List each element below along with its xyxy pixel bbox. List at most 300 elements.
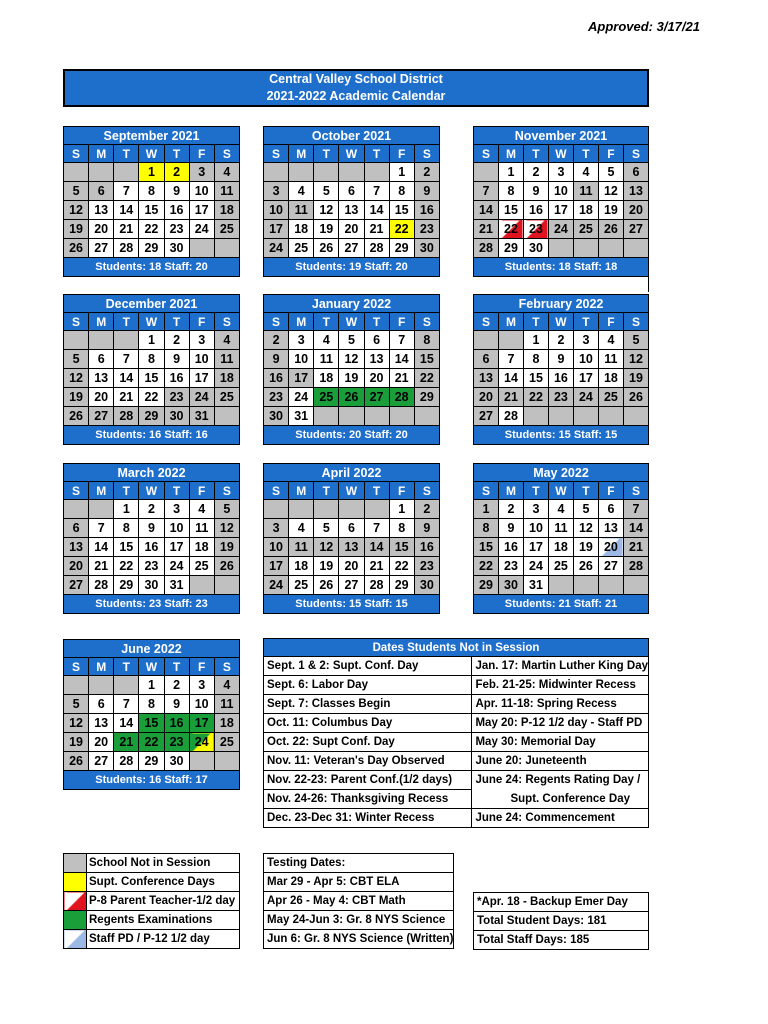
day-cell: 23 [498,557,523,576]
weekday-header: T [573,313,598,331]
day-cell: 15 [474,538,499,557]
weekday-header: S [214,145,239,163]
day-cell [89,163,114,182]
weekday-header: S [64,313,89,331]
day-cell: 30 [164,752,189,771]
day-cell [114,163,139,182]
day-cell: 18 [214,369,239,388]
week-row [474,182,649,201]
weekday-header: S [214,482,239,500]
weekday-header: T [114,145,139,163]
day-cell [314,163,339,182]
month-title: May 2022 [474,464,649,482]
day-cell: 10 [289,350,314,369]
month-calendar-oct [263,126,440,277]
date-entry: Oct. 22: Supt Conf. Day [264,733,472,752]
day-cell: 25 [289,576,314,595]
day-cell: 28 [364,576,389,595]
day-cell: 15 [389,201,414,220]
day-cell: 3 [264,519,289,538]
weekday-header: M [89,658,114,676]
day-cell: 3 [548,163,573,182]
day-cell: 1 [389,163,414,182]
week-row [474,557,649,576]
month-calendar-mar [63,463,240,614]
month-day-totals: Students: 15 Staff: 15 [264,595,440,614]
week-row [474,538,649,557]
day-cell [89,676,114,695]
day-cell: 7 [114,695,139,714]
month-day-totals: Students: 18 Staff: 18 [474,258,649,277]
total-days-entry: Total Student Days: 181 [474,912,649,931]
legend-label: Regents Examinations [87,911,240,930]
day-cell: 20 [339,557,364,576]
day-cell: 2 [414,163,439,182]
day-cell: 5 [573,500,598,519]
date-entry: June 24: Regents Rating Day / [472,771,649,790]
day-cell: 22 [114,557,139,576]
date-entry: Sept. 7: Classes Begin [264,695,472,714]
day-cell: 23 [164,220,189,239]
day-cell: 27 [89,239,114,258]
day-cell: 24 [189,733,214,752]
week-row [474,331,649,350]
day-cell: 29 [389,239,414,258]
day-cell [598,576,623,595]
date-row [264,809,649,828]
day-cell: 26 [339,388,364,407]
weekday-header: T [523,313,548,331]
day-cell: 29 [414,388,439,407]
day-cell: 25 [598,388,623,407]
week-row [64,369,240,388]
week-row [64,714,240,733]
day-cell [474,331,499,350]
day-cell: 10 [189,695,214,714]
day-cell: 11 [548,519,573,538]
day-cell: 19 [623,369,648,388]
day-cell: 16 [264,369,289,388]
day-cell: 6 [89,350,114,369]
day-cell: 13 [89,369,114,388]
day-cell [474,163,499,182]
day-cell: 11 [289,201,314,220]
week-row [474,369,649,388]
day-cell: 19 [64,388,89,407]
month-title: December 2021 [64,295,240,313]
day-cell: 13 [364,350,389,369]
day-cell [339,407,364,426]
day-cell [623,239,648,258]
week-row [64,557,240,576]
day-cell: 25 [314,388,339,407]
legend-item [64,854,240,873]
weekday-header: T [523,145,548,163]
day-cell: 19 [314,220,339,239]
district-name: Central Valley School District [269,72,443,86]
weekday-header: T [523,482,548,500]
weekday-header: T [164,145,189,163]
week-row [264,407,440,426]
weekday-header: S [64,658,89,676]
date-row [264,771,649,790]
date-entry: Nov. 24-26: Thanksgiving Recess [264,790,472,809]
day-cell [548,576,573,595]
day-cell: 9 [548,350,573,369]
legend-item [64,873,240,892]
day-cell: 7 [498,350,523,369]
day-cell: 16 [548,369,573,388]
weekday-header: M [89,145,114,163]
day-cell: 18 [573,201,598,220]
day-cell: 1 [139,331,164,350]
day-cell: 18 [214,201,239,220]
day-cell: 11 [189,519,214,538]
day-cell: 6 [339,182,364,201]
approval-date: Approved: 3/17/21 [588,19,700,34]
day-cell: 8 [474,519,499,538]
day-cell: 2 [414,500,439,519]
backup-emergency-day: *Apr. 18 - Backup Emer Day [474,893,649,912]
day-cell: 11 [289,538,314,557]
weekday-header: F [389,145,414,163]
day-cell: 19 [598,201,623,220]
day-cell: 3 [573,331,598,350]
week-row [264,163,440,182]
day-cell: 6 [598,500,623,519]
month-day-totals: Students: 20 Staff: 20 [264,426,440,445]
week-row [264,369,440,388]
weekday-header: W [139,313,164,331]
day-cell: 18 [598,369,623,388]
day-cell: 20 [89,733,114,752]
day-cell: 25 [214,388,239,407]
month-title: November 2021 [474,127,649,145]
day-cell: 2 [164,676,189,695]
date-entry: May 20: P-12 1/2 day - Staff PD [472,714,649,733]
day-cell: 8 [389,182,414,201]
day-cell: 12 [64,201,89,220]
day-cell: 22 [139,733,164,752]
day-cell: 6 [474,350,499,369]
month-title: January 2022 [264,295,440,313]
day-cell: 12 [214,519,239,538]
week-row [64,388,240,407]
day-cell: 25 [214,220,239,239]
testing-date-entry: May 24-Jun 3: Gr. 8 NYS Science [264,911,454,930]
weekday-header: F [389,482,414,500]
day-cell: 2 [139,500,164,519]
day-cell [264,500,289,519]
weekday-header: S [474,313,499,331]
day-cell: 31 [523,576,548,595]
day-cell: 20 [339,220,364,239]
day-cell [114,676,139,695]
week-row [64,201,240,220]
week-row [264,331,440,350]
week-row [474,350,649,369]
day-cell: 1 [139,163,164,182]
day-cell: 2 [548,331,573,350]
day-cell: 29 [139,407,164,426]
weekday-header: S [64,145,89,163]
day-cell: 22 [474,557,499,576]
weekday-header: S [623,482,648,500]
day-cell: 29 [139,752,164,771]
day-cell: 17 [573,369,598,388]
day-cell: 17 [289,369,314,388]
weekday-header: F [598,145,623,163]
week-row [64,733,240,752]
totals-table [473,892,649,950]
day-cell: 4 [289,182,314,201]
date-entry: Oct. 11: Columbus Day [264,714,472,733]
weekday-header: T [314,313,339,331]
week-row [474,519,649,538]
weekday-header: T [114,482,139,500]
day-cell [598,239,623,258]
date-row [264,695,649,714]
day-cell: 4 [314,331,339,350]
weekday-header: M [289,482,314,500]
month-calendar-jun [63,639,240,790]
weekday-header: S [264,313,289,331]
week-row [64,576,240,595]
day-cell: 6 [64,519,89,538]
day-cell: 4 [214,163,239,182]
day-cell: 28 [114,752,139,771]
day-cell: 2 [498,500,523,519]
date-entry: Nov. 11: Veteran's Day Observed [264,752,472,771]
weekday-header: F [389,313,414,331]
day-cell: 12 [314,201,339,220]
day-cell: 11 [314,350,339,369]
day-cell [414,407,439,426]
day-cell: 7 [114,350,139,369]
weekday-header: W [548,145,573,163]
month-day-totals: Students: 16 Staff: 16 [64,426,240,445]
day-cell: 19 [339,369,364,388]
day-cell: 13 [623,182,648,201]
weekday-header: S [474,482,499,500]
day-cell: 11 [214,182,239,201]
weekday-header: T [364,313,389,331]
week-row [264,388,440,407]
day-cell: 1 [389,500,414,519]
day-cell: 9 [164,182,189,201]
month-calendar-may [473,463,649,614]
day-cell: 27 [623,220,648,239]
day-cell: 5 [623,331,648,350]
day-cell: 25 [548,557,573,576]
day-cell: 23 [414,557,439,576]
weekday-header: S [623,145,648,163]
weekday-header: W [339,145,364,163]
day-cell: 14 [474,201,499,220]
week-row [474,239,649,258]
day-cell: 16 [139,538,164,557]
day-cell: 14 [364,538,389,557]
day-cell: 5 [314,519,339,538]
legend-item [64,892,240,911]
day-cell: 28 [89,576,114,595]
date-entry: May 30: Memorial Day [472,733,649,752]
week-row [64,752,240,771]
week-row [64,538,240,557]
month-calendar-feb [473,294,649,445]
week-row [264,538,440,557]
day-cell: 14 [89,538,114,557]
day-cell: 8 [139,350,164,369]
week-row [264,182,440,201]
day-cell: 28 [623,557,648,576]
day-cell: 16 [164,201,189,220]
weekday-header: M [89,313,114,331]
day-cell: 5 [64,182,89,201]
week-row [264,350,440,369]
day-cell: 14 [389,350,414,369]
calendar-year-title: 2021-2022 Academic Calendar [266,89,446,103]
day-cell: 23 [139,557,164,576]
weekday-header: M [289,313,314,331]
day-cell: 23 [264,388,289,407]
day-cell: 3 [264,182,289,201]
day-cell: 6 [89,695,114,714]
day-cell: 30 [414,576,439,595]
day-cell: 5 [64,350,89,369]
day-cell: 15 [414,350,439,369]
day-cell: 26 [314,239,339,258]
weekday-header: S [214,658,239,676]
week-row [64,500,240,519]
day-cell: 1 [114,500,139,519]
day-cell: 30 [164,239,189,258]
day-cell: 19 [64,733,89,752]
day-cell [364,407,389,426]
day-cell: 28 [114,407,139,426]
day-cell: 23 [414,220,439,239]
day-cell: 24 [289,388,314,407]
day-cell: 20 [474,388,499,407]
day-cell: 14 [498,369,523,388]
weekday-header: F [598,482,623,500]
day-cell: 5 [314,182,339,201]
day-cell: 8 [498,182,523,201]
weekday-header: S [414,482,439,500]
divider-line [648,272,649,292]
day-cell: 31 [164,576,189,595]
day-cell: 28 [364,239,389,258]
legend-table [63,853,240,949]
day-cell: 30 [523,239,548,258]
weekday-header: F [189,482,214,500]
weekday-header: M [289,145,314,163]
day-cell: 4 [214,676,239,695]
date-entry: Sept. 6: Labor Day [264,676,472,695]
week-row [64,331,240,350]
month-day-totals: Students: 16 Staff: 17 [64,771,240,790]
day-cell: 12 [64,369,89,388]
date-entry: Dec. 23-Dec 31: Winter Recess [264,809,472,828]
day-cell: 20 [89,220,114,239]
day-cell: 27 [598,557,623,576]
day-cell: 18 [289,220,314,239]
day-cell: 4 [573,163,598,182]
day-cell: 24 [164,557,189,576]
month-title: June 2022 [64,640,240,658]
week-row [64,182,240,201]
day-cell [189,752,214,771]
day-cell: 20 [89,388,114,407]
weekday-header: F [598,313,623,331]
day-cell: 27 [64,576,89,595]
week-row [64,676,240,695]
day-cell: 19 [573,538,598,557]
day-cell: 14 [364,201,389,220]
day-cell: 21 [89,557,114,576]
day-cell: 10 [189,350,214,369]
legend-label: Staff PD / P-12 1/2 day [87,930,240,949]
day-cell: 27 [339,239,364,258]
day-cell: 16 [523,201,548,220]
day-cell: 22 [389,557,414,576]
day-cell: 6 [364,331,389,350]
week-row [474,201,649,220]
day-cell: 28 [498,407,523,426]
day-cell: 24 [189,220,214,239]
day-cell: 22 [414,369,439,388]
day-cell: 4 [214,331,239,350]
day-cell: 22 [498,220,523,239]
day-cell: 30 [414,239,439,258]
day-cell: 12 [339,350,364,369]
day-cell: 26 [623,388,648,407]
day-cell: 9 [264,350,289,369]
day-cell: 11 [214,695,239,714]
day-cell: 14 [114,201,139,220]
weekday-header: S [264,145,289,163]
day-cell [623,576,648,595]
day-cell: 23 [164,733,189,752]
day-cell: 20 [623,201,648,220]
day-cell: 2 [264,331,289,350]
day-cell: 3 [189,676,214,695]
day-cell: 5 [214,500,239,519]
day-cell: 23 [164,388,189,407]
day-cell: 7 [623,500,648,519]
weekday-header: W [139,482,164,500]
weekday-header: S [414,313,439,331]
day-cell: 13 [339,201,364,220]
day-cell: 1 [139,676,164,695]
day-cell: 5 [598,163,623,182]
day-cell [339,163,364,182]
month-day-totals: Students: 15 Staff: 15 [474,426,649,445]
weekday-header: T [573,145,598,163]
week-row [474,576,649,595]
weekday-header: S [214,313,239,331]
testing-dates-header: Testing Dates: [264,854,454,873]
day-cell: 2 [164,163,189,182]
day-cell: 21 [389,369,414,388]
day-cell [598,407,623,426]
day-cell: 22 [139,220,164,239]
weekday-header: T [573,482,598,500]
weekday-header: T [164,482,189,500]
day-cell: 13 [89,714,114,733]
legend-swatch [64,911,87,930]
day-cell: 22 [389,220,414,239]
